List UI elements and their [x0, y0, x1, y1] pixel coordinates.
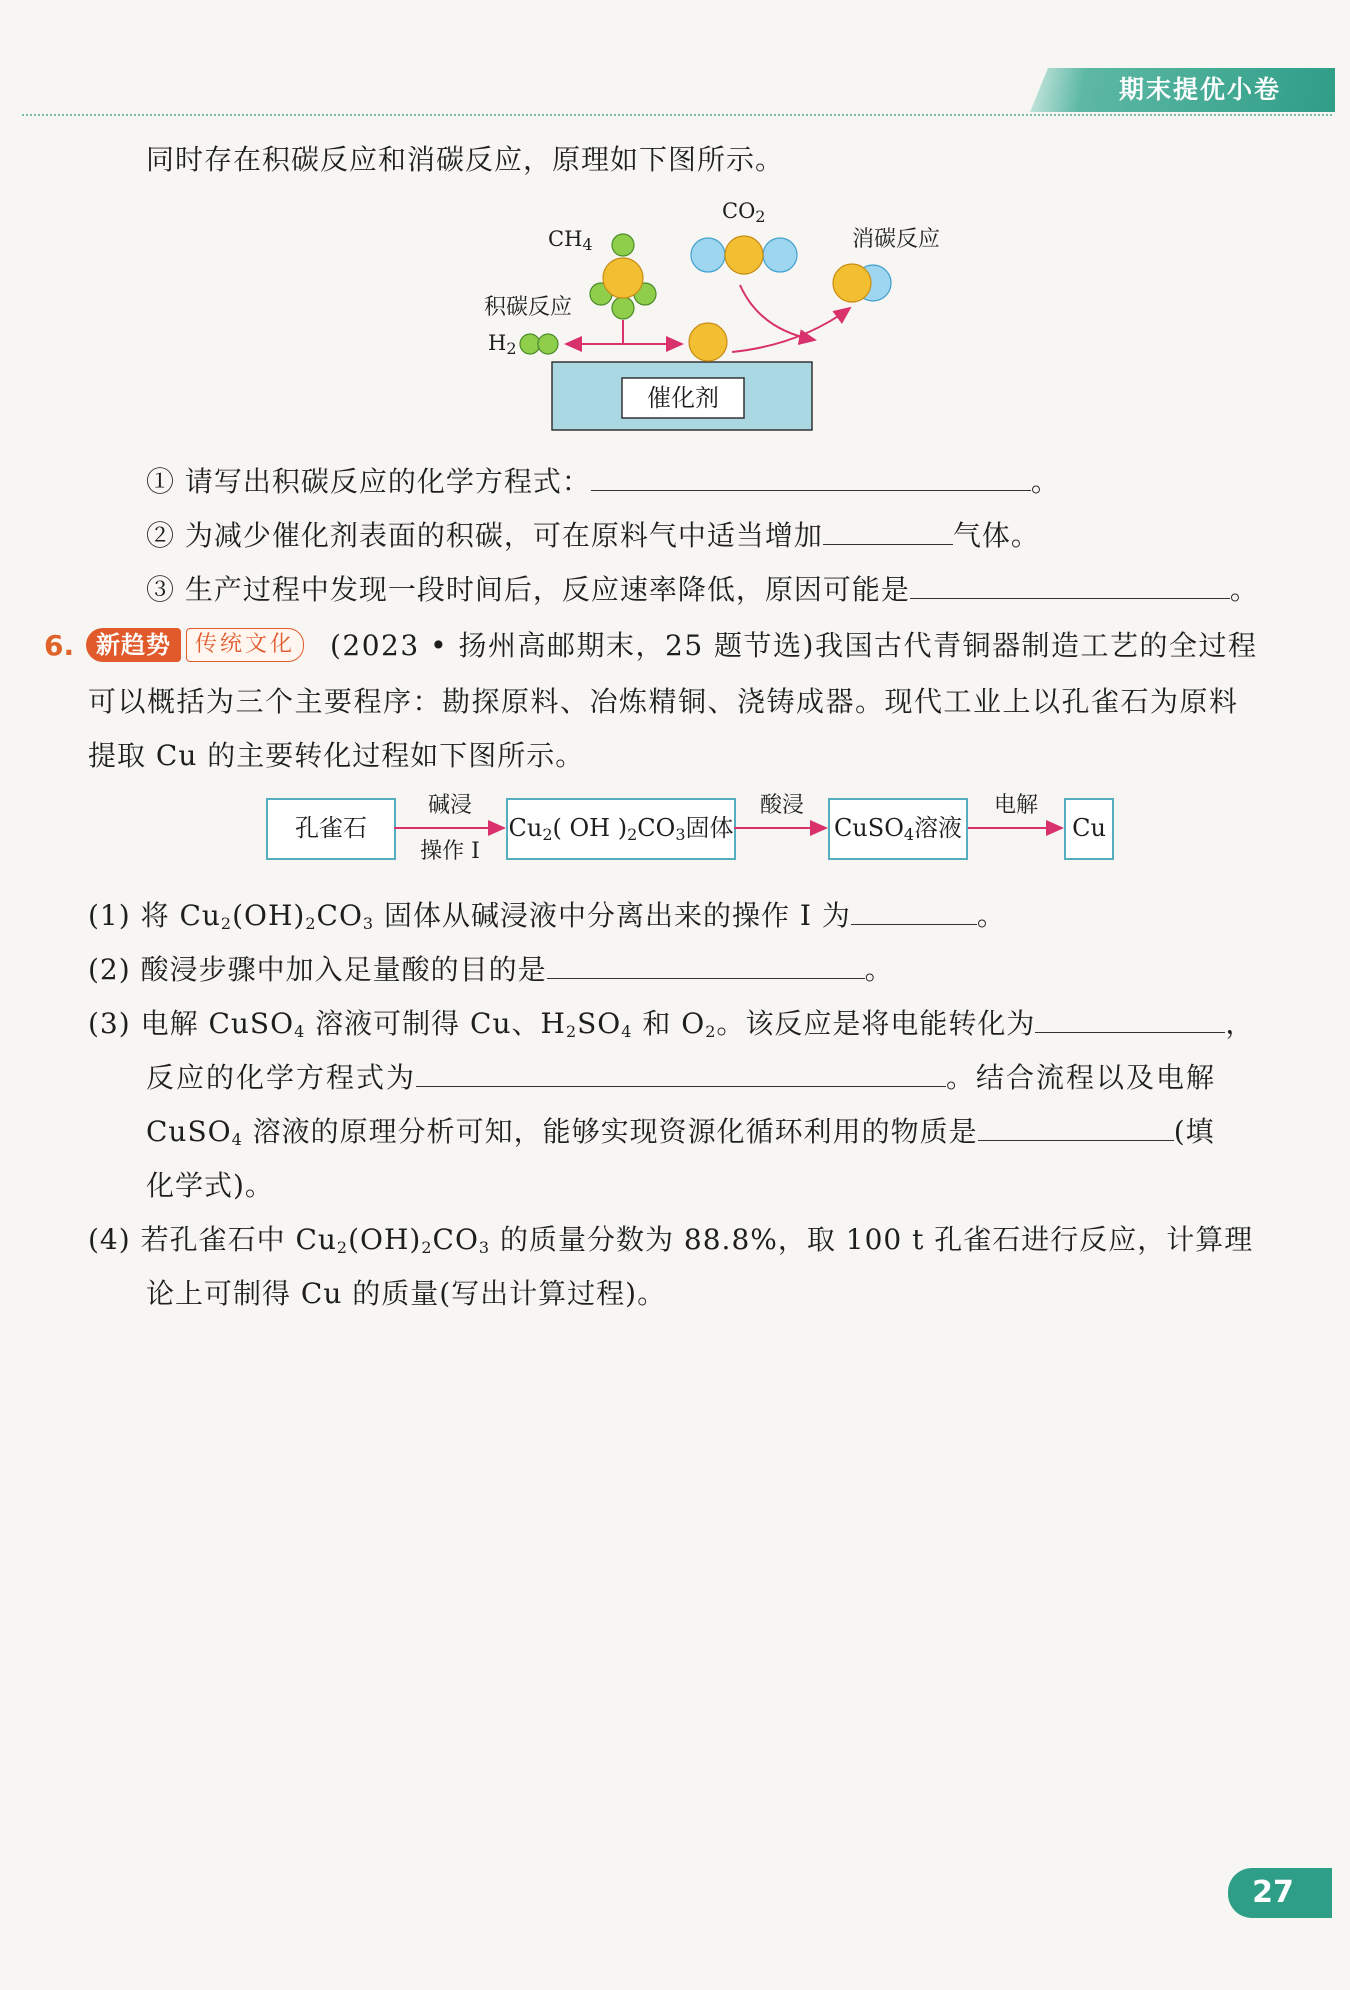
co2-label: $CO_2$ — [722, 199, 766, 226]
answer-blank[interactable] — [978, 1112, 1174, 1141]
flow-label-electrolysis: 电解 — [993, 793, 1038, 818]
reaction-arrow — [732, 308, 850, 352]
question-number: 6. — [44, 629, 75, 662]
carbon-atom — [833, 264, 871, 302]
flow-label-alkali-leach: 碱浸 — [427, 793, 472, 818]
hydrogen-atom — [612, 297, 634, 319]
hydrogen-atom — [538, 334, 558, 354]
q6-p3-line3: CuSO$_4$ 溶液的原理分析可知，能够实现资源化循环利用的物质是 (填 — [146, 1112, 1215, 1152]
answer-blank[interactable] — [1035, 1004, 1225, 1033]
carbon-deposit-label: 积碳反应 — [484, 295, 573, 320]
q6-p1: (1) 将 $Cu_2(OH)_2CO_3$ 固体从碱浸液中分离出来的操作 Ⅰ 为 。 — [88, 896, 1006, 936]
q6-p3-line4: 化学式)。 — [146, 1169, 274, 1202]
oxygen-atom — [763, 238, 797, 272]
q5-sub1: ① 请写出积碳反应的化学方程式： 。 — [146, 462, 1060, 502]
h2-label: $H_2$ — [488, 331, 517, 358]
ch4-label: $CH_4$ — [548, 227, 593, 254]
flow-box-copper: Cu — [1064, 798, 1114, 860]
page-number: 27 — [1252, 1875, 1294, 1910]
culture-badge: 传统文化 — [186, 628, 304, 662]
q6-line2: 可以概括为三个主要程序：勘探原料、冶炼精铜、浇铸成器。现代工业上以孔雀石为原料 — [88, 685, 1239, 718]
trend-badge: 新趋势 — [86, 628, 181, 662]
carbon-atom — [603, 258, 643, 298]
q6-p3-line1: (3) 电解 CuSO$_4$ 溶液可制得 Cu、$H_2SO_4$ 和 $O_2$。该反应是将电能转化为 ， — [88, 1004, 1254, 1044]
flow-box-basic-copper-carbonate: $Cu_2$( OH )$_2CO_3$固体 — [506, 798, 736, 860]
catalyst-label: 催化剂 — [647, 384, 719, 412]
q6-line1: (2023 • 扬州高邮期末，25 题节选)我国古代青铜器制造工艺的全过程 — [330, 629, 1258, 662]
answer-blank[interactable] — [416, 1058, 946, 1087]
flow-label-operation-1: 操作 Ⅰ — [420, 839, 480, 864]
q6-line3: 提取 Cu 的主要转化过程如下图所示。 — [88, 739, 585, 772]
hydrogen-atom — [612, 234, 634, 256]
q6-p3-line2: 反应的化学方程式为 。结合流程以及电解 — [146, 1058, 1216, 1098]
flow-box-malachite: 孔雀石 — [266, 798, 396, 860]
hydrogen-atom — [520, 334, 540, 354]
q6-p4-line2: 论上可制得 Cu 的质量(写出计算过程)。 — [146, 1277, 667, 1310]
flow-box-copper-sulfate: CuSO$_4$溶液 — [828, 798, 968, 860]
answer-blank[interactable] — [591, 462, 1031, 491]
header-tab-label: 期末提优小卷 — [1118, 75, 1281, 104]
q6-p4-line1: (4) 若孔雀石中 $Cu_2(OH)_2CO_3$ 的质量分数为 88.8%，取 100 t 孔雀石进行反应，计算理 — [88, 1223, 1254, 1257]
answer-blank[interactable] — [547, 950, 865, 979]
q6-p2: (2) 酸浸步骤中加入足量酸的目的是 。 — [88, 950, 894, 990]
answer-blank[interactable] — [823, 516, 953, 545]
q5-sub3: ③ 生产过程中发现一段时间后，反应速率降低，原因可能是 。 — [146, 570, 1259, 610]
reaction-arrow — [740, 285, 815, 340]
carbon-atom — [689, 323, 727, 361]
carbon-atom — [725, 236, 763, 274]
q5-intro: 同时存在积碳反应和消碳反应，原理如下图所示。 — [146, 143, 785, 176]
oxygen-atom — [691, 238, 725, 272]
carbon-removal-label: 消碳反应 — [852, 227, 941, 252]
header-divider — [22, 114, 1332, 116]
answer-blank[interactable] — [851, 896, 977, 925]
q5-sub2: ② 为减少催化剂表面的积碳，可在原料气中适当增加 气体。 — [146, 516, 1040, 556]
flow-label-acid-leach: 酸浸 — [759, 793, 804, 818]
answer-blank[interactable] — [910, 570, 1230, 599]
